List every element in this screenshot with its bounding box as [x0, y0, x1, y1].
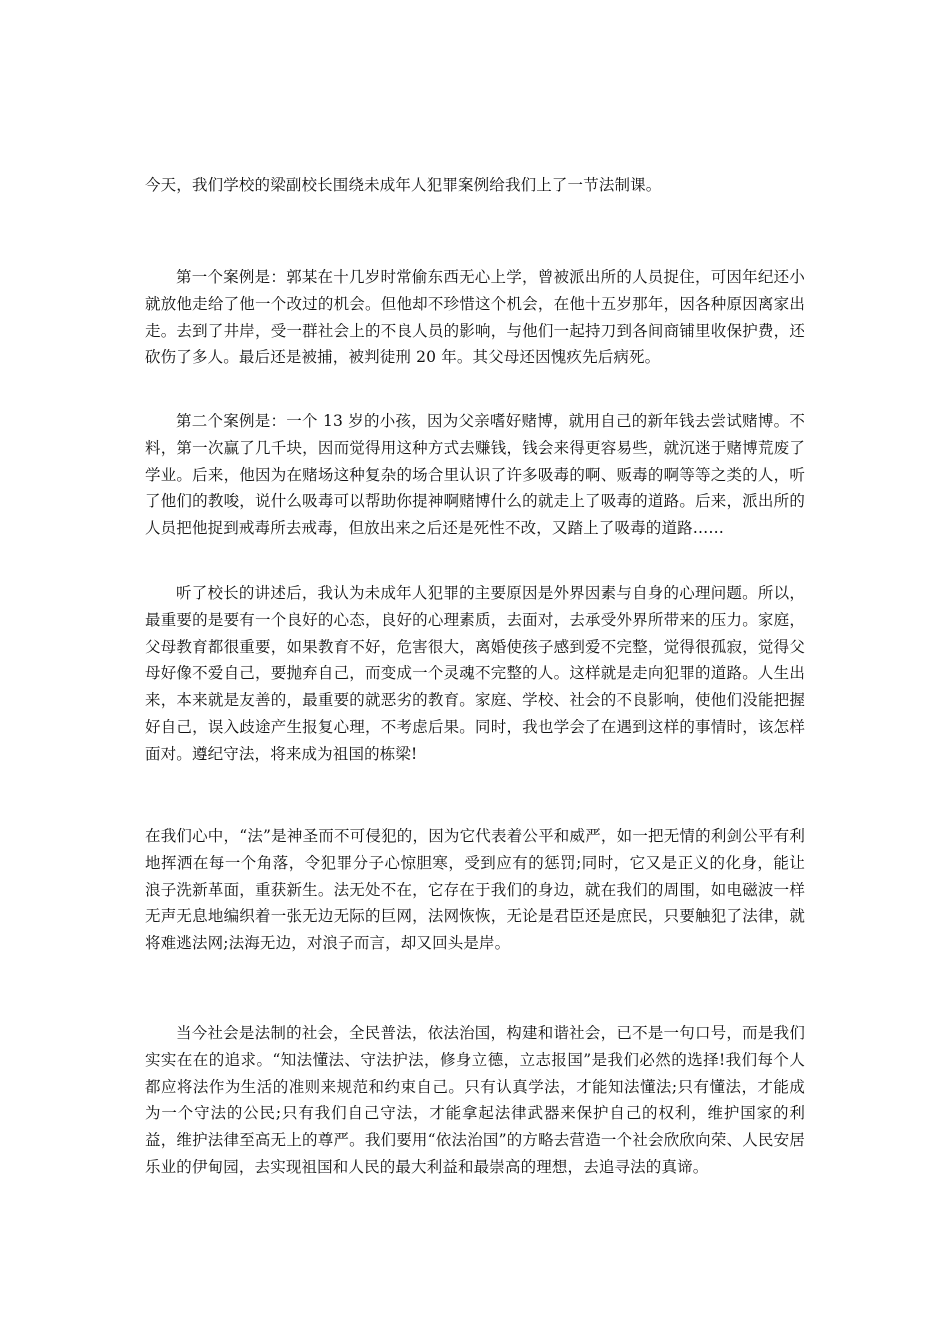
paragraph-reflection: 听了校长的讲述后，我认为未成年人犯罪的主要原因是外界因素与自身的心理问题。所以，最重要的是要有一个良好的心态，良好的心理素质，去面对，去承受外界所带来的压力。家庭，父母教育都很重要，如果教育不好，危害很大，离婚使孩子感到爱不完整，觉得很孤寂，觉得父母好像不爱自己，要抛弃自己，而变成一个灵魂不完整的人。这样就是走向犯罪的道路。人生出来，本来就是友善的，最重要的就恶劣的教育。家庭、学校、社会的不良影响，使他们没能把握好自己，误入歧途产生报复心理，不考虑后果。同时，我也学会了在遇到这样的事情时，该怎样面对。遵纪守法，将来成为祖国的栋梁!: [145, 584, 805, 763]
paragraph-case-two: 第二个案例是：一个 13 岁的小孩，因为父亲嗜好赌博，就用自己的新年钱去尝试赌博。不料，第一次赢了几千块，因而觉得用这种方式去赚钱，钱会来得更容易些，就沉迷于赌博荒废了学业。后来，他因为在赌场这种复杂的场合里认识了许多吸毒的啊、贩毒的啊等等之类的人，听了他们的教唆，说什么吸毒可以帮助你提神啊赌博什么的就走上了吸毒的道路。后来，派出所的人员把他捉到戒毒所去戒毒，但放出来之后还是死性不改，又踏上了吸毒的道路……: [145, 412, 805, 538]
paragraph-law-sacred: 在我们心中，“法”是神圣而不可侵犯的，因为它代表着公平和威严，如一把无情的利剑公平有利地挥洒在每一个角落，令犯罪分子心惊胆寒，受到应有的惩罚;同时，它又是正义的化身，能让浪子洗新革面，重获新生。法无处不在，它存在于我们的身边，就在我们的周围，如电磁波一样无声无息地编织着一张无边无际的巨网，法网恢恢，无论是君臣还是庶民，只要触犯了法律，就将难逃法网;法海无边，对浪子而言，却又回头是岸。: [145, 827, 805, 953]
paragraph-rule-of-law: 当今社会是法制的社会，全民普法，依法治国，构建和谐社会，已不是一句口号，而是我们实实在在的追求。“知法懂法、守法护法，修身立德，立志报国”是我们必然的选择!我们每个人都应将法作为生活的准则来规范和约束自己。只有认真学法，才能知法懂法;只有懂法，才能成为一个守法的公民;只有我们自己守法，才能拿起法律武器来保护自己的权利，维护国家的利益，维护法律至高无上的尊严。我们要用“依法治国”的方略去营造一个社会欣欣向荣、人民安居乐业的伊甸园，去实现祖国和人民的最大利益和最崇高的理想，去追寻法的真谛。: [145, 1024, 805, 1176]
paragraph-intro: 今天，我们学校的梁副校长围绕未成年人犯罪案例给我们上了一节法制课。: [145, 176, 662, 194]
paragraph-case-one: 第一个案例是：郭某在十几岁时常偷东西无心上学，曾被派出所的人员捉住，可因年纪还小就放他走给了他一个改过的机会。但他却不珍惜这个机会，在他十五岁那年，因各种原因离家出走。去到了井岸，受一群社会上的不良人员的影响，与他们一起持刀到各间商铺里收保护费，还砍伤了多人。最后还是被捕，被判徒刑 20 年。其父母还因愧疚先后病死。: [145, 268, 805, 367]
